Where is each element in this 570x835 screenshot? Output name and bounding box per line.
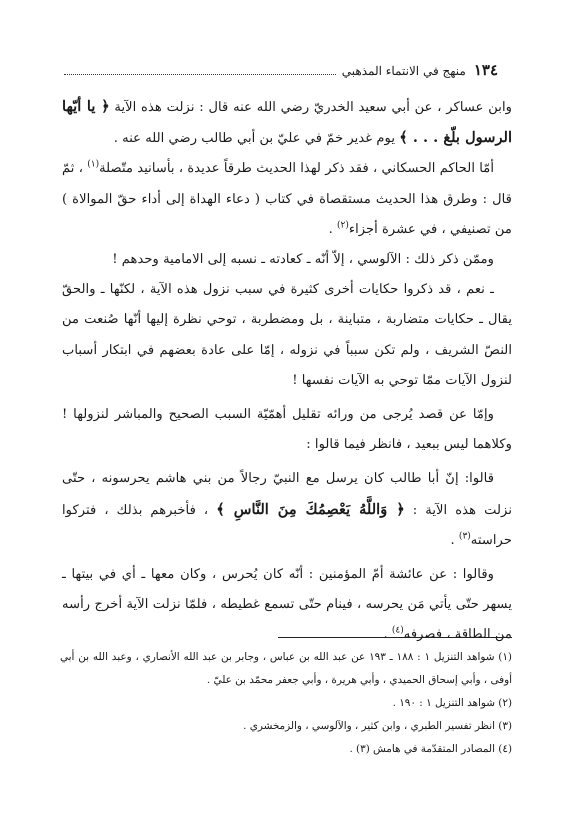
paragraph	[62, 154, 512, 245]
header-dot-leader	[64, 65, 336, 75]
text-span: قالوا: إنّ أبا طالب كان يرسل مع النبيّ رجالاً من بني هاشم يحرسونه ، حتّى نزلت هذه الآية :	[62, 471, 512, 518]
footnote-marker: (١)	[87, 160, 100, 171]
text-span: .	[450, 532, 459, 548]
text-span: وممّن ذكر ذلك : الآلوسي ، إلاّ أنّه ـ كعادته ـ نسبه إلى الامامية وحدهم !	[112, 252, 494, 268]
text-span: ـ نعم ، قد ذكروا حكايات أخرى كثيرة في سبب نزول هذه الآية ، لكنّها ـ والحقّ يقال ـ حكايات متضاربة ، متباينة ، بل ومضطربة ، توحي نظرة إليها أنّها صُنعت من النصّ الشريف ، ولم تكن سبباً في نزوله ، إمّا على عادة بعضهم في ابتكار أسباب لنزول الآيات ممّا توحي به الآيات نفسها !	[62, 282, 512, 388]
text-span: ، فأخبرهم بذلك ، فتركوا حراسته	[62, 502, 512, 548]
page-number: ١٣٤	[473, 61, 498, 79]
text-span: ، ثمّ قال : وطرق هذا الحديث مستقصاة في كتاب ( دعاء الهداة إلى أداء حقّ الموالاة ) من تصنيفي ، في عشرة أجزاء	[62, 161, 512, 237]
main-text	[62, 92, 512, 651]
running-title: منهج في الانتماء المذهبي	[341, 64, 466, 78]
text-span: أمّا الحاكم الحسكاني ، فقد ذكر لهذا الحديث طرقاً عديدة ، بأسانيد متّصلة	[99, 161, 494, 177]
footnote-marker: (٤)	[391, 626, 404, 637]
footnote-marker: (٢)	[337, 220, 349, 231]
footnotes	[60, 646, 512, 761]
quran-verse: ﴿ وَاللَّهُ يَعْصِمُكَ مِنَ النَّاسِ ﴾	[216, 500, 405, 518]
text-span: .	[383, 627, 392, 643]
text-span: يوم غدير خمّ في عليّ بن أبي طالب رضي الله عنه .	[113, 131, 400, 147]
footnote: (٤) المصادر المتقدّمة في هامش (٣) .	[349, 743, 512, 755]
text-span: وقالوا : عن عائشة أمّ المؤمنين : أنّه كان يُحرس ، وكان معها ـ أي في بيتها ـ يسهر حتّى يأتي مَن يحرسه ، فينام حتّى تسمع غطيطه ، فلمّا نزلت الآية أخرج رأسه من الطاقة ، فصرفه	[62, 567, 512, 643]
footnote-divider	[278, 637, 512, 638]
paragraph	[62, 275, 512, 396]
text-span: وابن عساكر ، عن أبي سعيد الخدريّ رضي الله عنه قال : نزلت هذه الآية	[109, 100, 512, 115]
running-header	[58, 62, 498, 79]
text-span: .	[328, 221, 337, 237]
footnote: (٢) شواهد التنزيل ١ : ١٩٠ .	[392, 697, 512, 709]
quran-verse: ﴿ يا أيّها الرسول بلّغ . . . ﴾	[62, 98, 512, 147]
footnote: (١) شواهد التنزيل ١ : ١٨٨ ـ ١٩٣ عن عبد الله بن عباس ، وجابر بن عبد الله الأنصاري ، وعبد الله بن أبي أوفى ، وأبي إسحاق الحميدي ، وأبي هريرة ، وأبي جعفر محمّد بن عليّ .	[60, 651, 512, 686]
text-span: وإمّا عن قصد يُرجى من ورائه تقليل أهمّيّة السبب الصحيح والمباشر لنزولها ! وكلاهما ليس ببعيد ، فانظر فيما قالوا :	[62, 407, 512, 453]
paragraph	[62, 92, 512, 154]
paragraph	[62, 245, 512, 275]
footnote-marker: (٣)	[458, 531, 471, 542]
paragraph	[62, 464, 512, 556]
footnote: (٣) انظر تفسير الطبري ، وابن كثير ، والآلوسي ، والزمخشري .	[243, 720, 512, 732]
paragraph	[62, 400, 512, 460]
